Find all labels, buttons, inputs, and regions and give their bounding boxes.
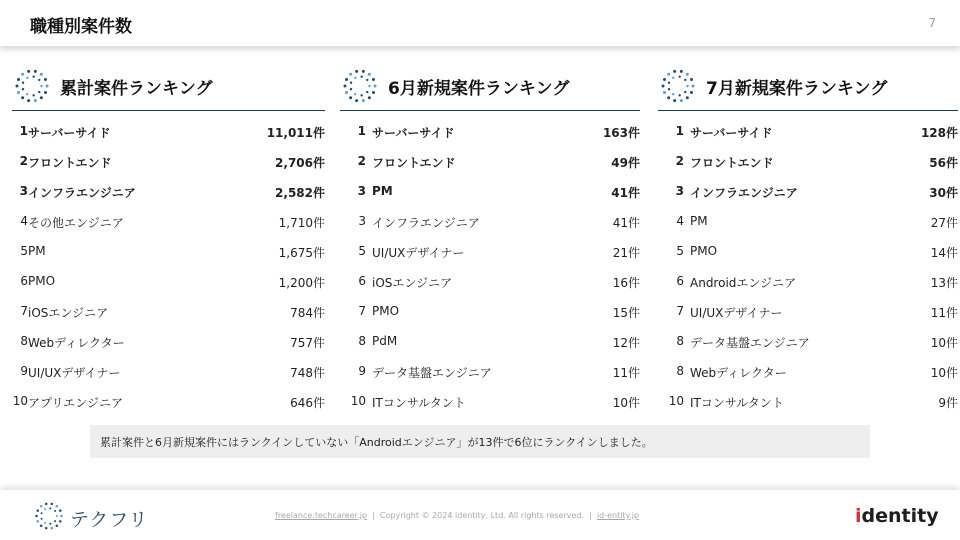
job-category: UI/UXデザイナー	[28, 366, 121, 380]
ranking-row	[658, 356, 958, 386]
rank-number: 6	[20, 274, 28, 288]
rank-number: 7	[358, 304, 366, 318]
job-count: 163件	[602, 126, 640, 140]
job-category: PMO	[28, 274, 56, 288]
rank-number: 8	[676, 364, 684, 378]
ranking-list	[658, 116, 958, 416]
job-count: 21件	[612, 246, 640, 260]
slide-header	[0, 0, 960, 46]
job-category: Webディレクター	[690, 366, 787, 380]
ranking-row	[658, 146, 958, 176]
ranking-row	[12, 176, 325, 206]
ranking-row	[340, 296, 640, 326]
footer-link-techcareer[interactable]: freelance.techcareer.jp	[275, 511, 368, 520]
job-count: 41件	[612, 216, 640, 230]
ranking-row	[340, 236, 640, 266]
rank-number: 5	[358, 244, 366, 258]
job-category: PMO	[372, 304, 400, 318]
job-category: データ基盤エンジニア	[690, 336, 810, 350]
job-category: iOSエンジニア	[28, 306, 109, 320]
ranking-row	[658, 116, 958, 146]
footer-brand-name: テクフリ	[70, 509, 149, 531]
job-category: データ基盤エンジニア	[372, 366, 492, 380]
job-category: PM	[372, 184, 393, 198]
rank-number: 9	[358, 364, 366, 378]
job-category: PM	[28, 244, 46, 258]
job-count: 14件	[930, 246, 958, 260]
footer-separator: |	[589, 511, 592, 520]
dotted-circle-logo-icon	[14, 68, 50, 104]
ranking-row	[340, 206, 640, 236]
techfuri-logo-icon	[34, 501, 64, 531]
ranking-row	[12, 356, 325, 386]
job-category: フロントエンド	[28, 156, 112, 170]
rank-number: 3	[357, 184, 366, 198]
job-category: フロントエンド	[372, 156, 456, 170]
rank-number: 1	[19, 124, 28, 138]
ranking-row	[340, 146, 640, 176]
job-category: Androidエンジニア	[690, 276, 797, 290]
job-count: 748件	[290, 366, 325, 380]
job-count: 16件	[612, 276, 640, 290]
rank-number: 9	[20, 364, 28, 378]
summary-note-text: 累計案件と6月新規案件にはランクインしていない「Androidエンジニア」が13件で6位にランクインしました。	[100, 436, 653, 449]
rank-number: 10	[668, 394, 684, 408]
ranking-row	[658, 326, 958, 356]
ranking-row	[340, 116, 640, 146]
job-count: 757件	[290, 336, 325, 350]
job-count: 1,675件	[278, 246, 325, 260]
ranking-row	[658, 386, 958, 416]
ranking-row	[12, 146, 325, 176]
job-category: フロントエンド	[690, 156, 774, 170]
job-count: 1,200件	[278, 276, 325, 290]
job-count: 27件	[930, 216, 958, 230]
footer-separator: |	[372, 511, 375, 520]
identity-logo-i: i	[855, 505, 862, 527]
ranking-row	[340, 356, 640, 386]
rank-number: 2	[19, 154, 28, 168]
job-category: サーバーサイド	[372, 126, 455, 140]
ranking-row	[658, 236, 958, 266]
job-count: 10件	[930, 336, 958, 350]
job-category: PM	[690, 214, 708, 228]
ranking-column-july	[658, 66, 958, 416]
job-category: インフラエンジニア	[372, 216, 480, 230]
column-header	[658, 66, 958, 111]
job-category: インフラエンジニア	[690, 186, 798, 200]
job-count: 41件	[611, 186, 640, 200]
summary-note	[90, 425, 870, 458]
job-count: 9件	[938, 396, 958, 410]
column-title: 6月新規案件ランキング	[388, 79, 570, 99]
rank-number: 7	[20, 304, 28, 318]
job-category: ITコンサルタント	[690, 396, 784, 410]
rank-number: 2	[357, 154, 366, 168]
rank-number: 6	[676, 274, 684, 288]
job-count: 784件	[290, 306, 325, 320]
ranking-row	[658, 176, 958, 206]
rank-number: 7	[676, 304, 684, 318]
job-count: 13件	[930, 276, 958, 290]
footer-link-identity[interactable]: id-entity.jp	[596, 511, 640, 520]
job-count: 646件	[290, 396, 325, 410]
column-header	[12, 66, 325, 111]
job-category: Webディレクター	[28, 336, 125, 350]
job-category: ITコンサルタント	[372, 396, 466, 410]
job-count: 15件	[612, 306, 640, 320]
rank-number: 6	[358, 274, 366, 288]
page-number: 7	[928, 16, 936, 30]
job-count: 30件	[929, 186, 958, 200]
ranking-row	[658, 206, 958, 236]
ranking-row	[340, 266, 640, 296]
job-category: PMO	[690, 244, 718, 258]
job-count: 10件	[930, 366, 958, 380]
job-category: iOSエンジニア	[372, 276, 453, 290]
rank-number: 8	[676, 334, 684, 348]
job-category: サーバーサイド	[690, 126, 773, 140]
job-count: 1,710件	[278, 216, 325, 230]
rank-number: 10	[12, 394, 28, 408]
column-header	[340, 66, 640, 111]
job-category: PdM	[372, 334, 398, 348]
job-category: アプリエンジニア	[28, 396, 123, 410]
rank-number: 3	[675, 184, 684, 198]
job-count: 11件	[930, 306, 958, 320]
ranking-row	[12, 386, 325, 416]
rank-number: 5	[20, 244, 28, 258]
job-count: 12件	[612, 336, 640, 350]
job-count: 10件	[612, 396, 640, 410]
footer-copyright: Copyright © 2024 identity, Ltd. All rights reserved.	[379, 511, 585, 520]
job-category: インフラエンジニア	[28, 186, 136, 200]
rank-number: 4	[20, 214, 28, 228]
rank-number: 1	[357, 124, 366, 138]
job-count: 2,582件	[275, 186, 325, 200]
ranking-row	[12, 266, 325, 296]
job-count: 128件	[920, 126, 958, 140]
ranking-row	[658, 296, 958, 326]
ranking-row	[340, 326, 640, 356]
rank-number: 5	[676, 244, 684, 258]
ranking-row	[658, 266, 958, 296]
dotted-circle-logo-icon	[342, 68, 378, 104]
rank-number: 8	[358, 334, 366, 348]
ranking-column-cumulative	[12, 66, 325, 416]
job-count: 49件	[611, 156, 640, 170]
ranking-row	[12, 236, 325, 266]
ranking-row	[340, 386, 640, 416]
ranking-row	[12, 296, 325, 326]
column-title: 7月新規案件ランキング	[706, 79, 888, 99]
job-category: UI/UXデザイナー	[372, 246, 465, 260]
job-category: その他エンジニア	[28, 216, 124, 230]
job-count: 11,011件	[266, 126, 325, 140]
rank-number: 8	[20, 334, 28, 348]
rank-number: 3	[358, 214, 366, 228]
ranking-row	[12, 206, 325, 236]
identity-logo-rest: dentity	[861, 505, 939, 527]
ranking-list	[340, 116, 640, 416]
dotted-circle-logo-icon	[660, 68, 696, 104]
footer-links	[275, 511, 639, 520]
job-count: 56件	[929, 156, 958, 170]
rank-number: 1	[675, 124, 684, 138]
rank-number: 4	[676, 214, 684, 228]
column-title: 累計案件ランキング	[60, 79, 213, 99]
ranking-row	[12, 116, 325, 146]
ranking-row	[340, 176, 640, 206]
rank-number: 2	[675, 154, 684, 168]
ranking-row	[12, 326, 325, 356]
identity-logo	[855, 505, 939, 527]
job-count: 2,706件	[275, 156, 325, 170]
rank-number: 3	[19, 184, 28, 198]
job-count: 11件	[612, 366, 640, 380]
rank-number: 10	[350, 394, 366, 408]
job-category: サーバーサイド	[28, 126, 111, 140]
page-title: 職種別案件数	[30, 17, 132, 37]
ranking-list	[12, 116, 325, 416]
ranking-column-june	[340, 66, 640, 416]
job-category: UI/UXデザイナー	[690, 306, 783, 320]
